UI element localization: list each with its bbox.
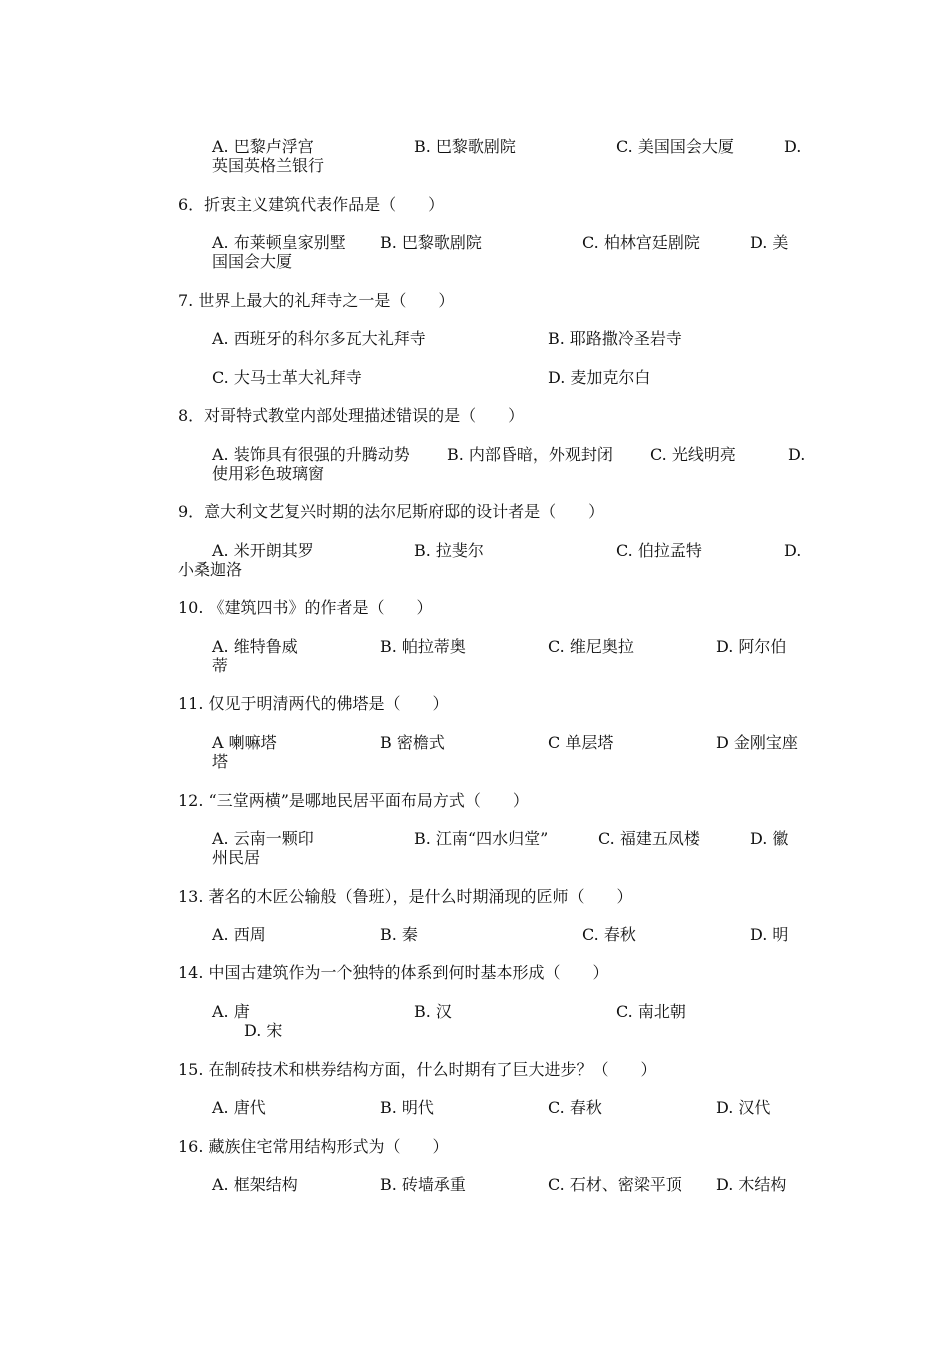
q11-option-a: A 喇嘛塔 (212, 733, 277, 752)
q12-option-a: A. 云南一颗印 (212, 829, 314, 848)
q8-option-c: C. 光线明亮 (650, 445, 736, 464)
q12-option-d-continued: 州民居 (212, 848, 261, 867)
q13-option-c: C. 春秋 (582, 925, 636, 944)
q13-stem: 13. 著名的木匠公输般（鲁班），是什么时期涌现的匠师（ ） (178, 887, 633, 906)
q9-option-a: A. 米开朗其罗 (212, 541, 314, 560)
q12-option-c: C. 福建五凤楼 (598, 829, 700, 848)
q12-option-b: B. 江南“四水归堂” (414, 829, 549, 848)
q5-option-d: D. (784, 137, 802, 156)
q11-stem: 11. 仅见于明清两代的佛塔是（ ） (178, 694, 449, 713)
q8-stem: 8．对哥特式教堂内部处理描述错误的是（ ） (178, 406, 525, 425)
q15-stem: 15. 在制砖技术和栱券结构方面，什么时期有了巨大进步？（ ） (178, 1060, 657, 1079)
q7-option-d: D. 麦加克尔白 (548, 368, 651, 387)
q7-option-c: C. 大马士革大礼拜寺 (212, 368, 362, 387)
q10-option-c: C. 维尼奥拉 (548, 637, 634, 656)
q13-option-a: A. 西周 (212, 925, 266, 944)
q16-option-c: C. 石材、密梁平顶 (548, 1175, 682, 1194)
q14-stem: 14. 中国古建筑作为一个独特的体系到何时基本形成（ ） (178, 963, 609, 982)
q16-option-a: A. 框架结构 (212, 1175, 298, 1194)
q15-option-a: A. 唐代 (212, 1098, 266, 1117)
q6-option-d-continued: 国国会大厦 (212, 252, 293, 271)
q8-option-a: A. 装饰具有很强的升腾动势 (212, 445, 410, 464)
q16-option-b: B. 砖墙承重 (380, 1175, 466, 1194)
q5-option-d-continued: 英国英格兰银行 (212, 156, 325, 175)
q14-option-c: C. 南北朝 (616, 1002, 686, 1021)
q11-option-d-continued: 塔 (212, 752, 229, 771)
q11-option-d: D 金刚宝座 (716, 733, 798, 752)
q7-option-a: A. 西班牙的科尔多瓦大礼拜寺 (212, 329, 426, 348)
q10-option-d-continued: 蒂 (212, 656, 229, 675)
q14-option-b: B. 汉 (414, 1002, 452, 1021)
q16-stem: 16. 藏族住宅常用结构形式为（ ） (178, 1137, 449, 1156)
q6-stem: 6．折衷主义建筑代表作品是（ ） (178, 195, 445, 214)
q6-option-b: B. 巴黎歌剧院 (380, 233, 482, 252)
q13-option-b: B. 秦 (380, 925, 418, 944)
q14-option-d: D. 宋 (244, 1021, 283, 1040)
q15-option-b: B. 明代 (380, 1098, 434, 1117)
q10-option-d: D. 阿尔伯 (716, 637, 787, 656)
q9-option-d-continued: 小桑迦洛 (178, 560, 243, 579)
q8-option-d: D. (788, 445, 806, 464)
q9-option-b: B. 拉斐尔 (414, 541, 484, 560)
q6-option-d: D. 美 (750, 233, 789, 252)
q15-option-d: D. 汉代 (716, 1098, 771, 1117)
q5-option-a: A. 巴黎卢浮宫 (212, 137, 314, 156)
q6-option-a: A. 布莱顿皇家别墅 (212, 233, 346, 252)
q5-option-c: C. 美国国会大厦 (616, 137, 734, 156)
q12-stem: 12. “三堂两横”是哪地民居平面布局方式（ ） (178, 791, 529, 810)
q5-option-b: B. 巴黎歌剧院 (414, 137, 516, 156)
q6-option-c: C. 柏林宫廷剧院 (582, 233, 700, 252)
q10-option-b: B. 帕拉蒂奥 (380, 637, 466, 656)
q9-option-d: D. (784, 541, 802, 560)
q12-option-d: D. 徽 (750, 829, 789, 848)
q8-option-b: B. 内部昏暗，外观封闭 (447, 445, 613, 464)
q15-option-c: C. 春秋 (548, 1098, 602, 1117)
q9-stem: 9．意大利文艺复兴时期的法尔尼斯府邸的设计者是（ ） (178, 502, 605, 521)
q9-option-c: C. 伯拉孟特 (616, 541, 702, 560)
q11-option-b: B 密檐式 (380, 733, 445, 752)
q10-option-a: A. 维特鲁威 (212, 637, 298, 656)
q14-option-a: A. 唐 (212, 1002, 250, 1021)
q16-option-d: D. 木结构 (716, 1175, 787, 1194)
q11-option-c: C 单层塔 (548, 733, 614, 752)
q13-option-d: D. 明 (750, 925, 789, 944)
q10-stem: 10. 《建筑四书》的作者是（ ） (178, 598, 433, 617)
q7-option-b: B. 耶路撒冷圣岩寺 (548, 329, 682, 348)
q8-option-d-continued: 使用彩色玻璃窗 (212, 464, 325, 483)
q7-stem: 7. 世界上最大的礼拜寺之一是（ ） (178, 291, 455, 310)
